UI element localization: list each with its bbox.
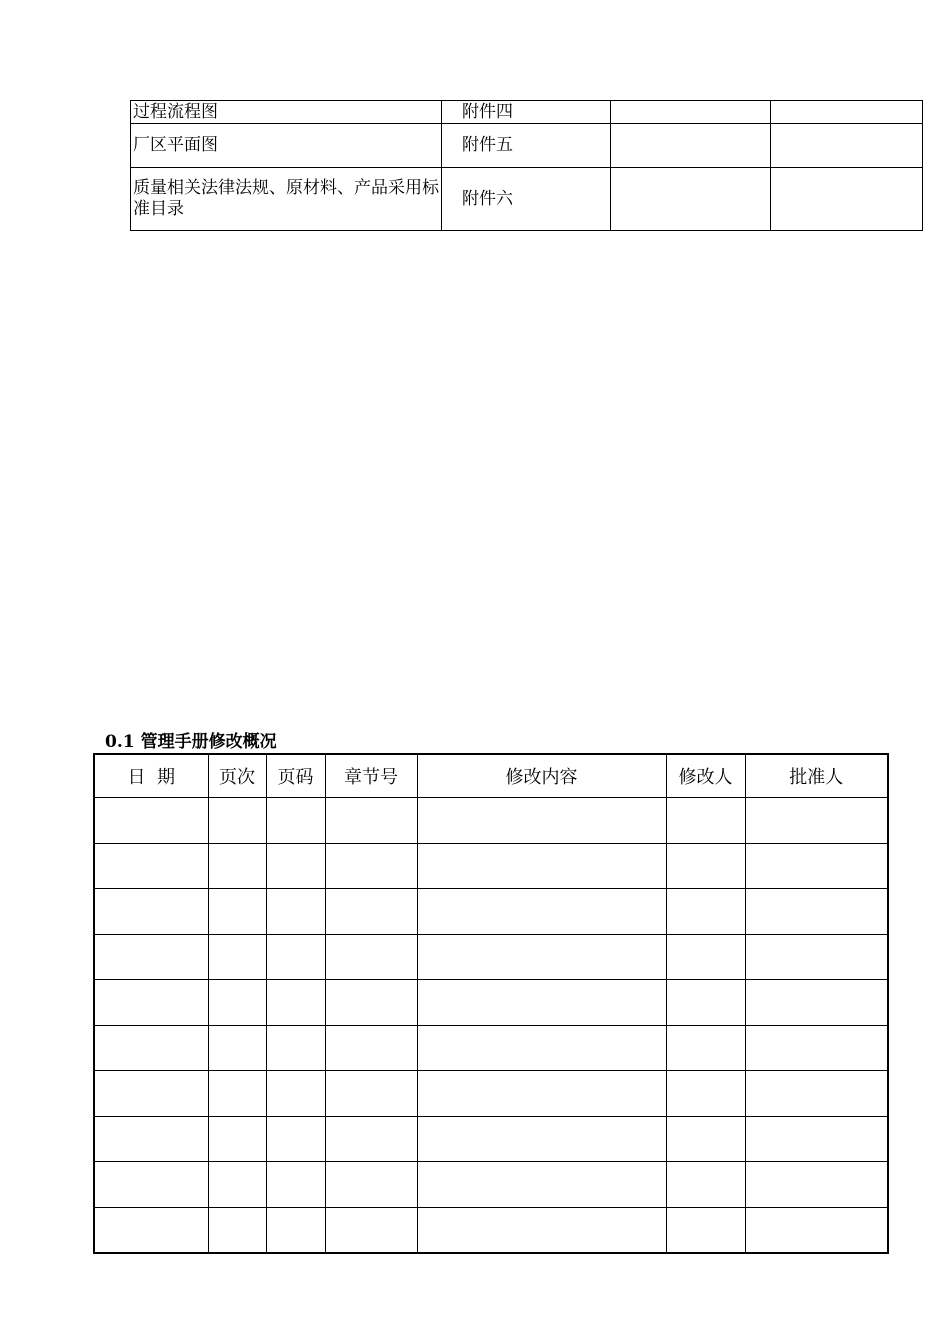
empty-cell [771,124,923,168]
revision-cell [325,1162,417,1208]
revision-cell [666,1071,745,1117]
revision-cell [745,1116,888,1162]
revision-cell [325,980,417,1026]
section-heading [105,731,277,753]
empty-cell [771,101,923,124]
revision-cell [745,798,888,844]
attachment-row [131,124,923,168]
revision-cell [745,843,888,889]
revision-cell [208,1025,266,1071]
revision-row [94,1025,888,1071]
revision-cell [208,1162,266,1208]
revision-cell [208,798,266,844]
empty-cell [771,168,923,231]
revision-cell [94,843,208,889]
revision-cell [666,1025,745,1071]
revision-cell [417,843,666,889]
revision-cell [417,1025,666,1071]
revision-row [94,1162,888,1208]
revision-cell [208,889,266,935]
revision-cell [94,1071,208,1117]
revision-cell [94,889,208,935]
header-version: 页次 [208,754,266,798]
revision-cell [266,1207,325,1253]
revision-cell [666,843,745,889]
revision-cell [266,980,325,1026]
revision-cell [325,889,417,935]
revision-row [94,798,888,844]
revision-cell [417,1162,666,1208]
header-page: 页码 [266,754,325,798]
revision-cell [266,798,325,844]
section-title: 管理手册修改概况 [140,732,277,752]
revision-cell [208,1071,266,1117]
revision-cell [745,1071,888,1117]
revision-cell [325,934,417,980]
revision-cell [666,798,745,844]
revision-cell [745,1025,888,1071]
revision-row [94,1207,888,1253]
revision-row [94,889,888,935]
revision-cell [266,843,325,889]
revision-cell [94,934,208,980]
attachment-title: 过程流程图 [131,101,442,124]
revision-cell [745,934,888,980]
attachment-row [131,101,923,124]
revision-cell [94,980,208,1026]
attachment-table [130,100,923,231]
header-chapter: 章节号 [325,754,417,798]
header-date: 日 期 [94,754,208,798]
revision-cell [417,1071,666,1117]
revision-cell [266,1116,325,1162]
revision-cell [745,889,888,935]
revision-cell [417,1116,666,1162]
revision-row [94,934,888,980]
empty-cell [611,168,771,231]
revision-cell [745,980,888,1026]
attachment-row [131,168,923,231]
revision-cell [417,934,666,980]
attachment-ref: 附件五 [442,124,611,168]
revision-row [94,1116,888,1162]
header-content: 修改内容 [417,754,666,798]
revision-cell [325,1025,417,1071]
revision-cell [266,1071,325,1117]
revision-cell [208,980,266,1026]
revision-cell [266,1025,325,1071]
revision-cell [666,1116,745,1162]
revision-table [93,753,889,1254]
revision-cell [266,1162,325,1208]
revision-cell [94,1162,208,1208]
revision-row [94,1071,888,1117]
revision-cell [666,1207,745,1253]
revision-cell [745,1207,888,1253]
empty-cell [611,101,771,124]
revision-cell [417,1207,666,1253]
revision-cell [666,889,745,935]
revision-cell [325,1071,417,1117]
attachment-title: 厂区平面图 [131,124,442,168]
revision-cell [666,934,745,980]
empty-cell [611,124,771,168]
revision-cell [666,1162,745,1208]
revision-cell [208,1207,266,1253]
revision-header-row [94,754,888,798]
revision-cell [417,798,666,844]
revision-row [94,980,888,1026]
revision-cell [94,1207,208,1253]
attachment-title: 质量相关法律法规、原材料、产品采用标准目录 [131,168,442,231]
header-approver: 批准人 [745,754,888,798]
revision-cell [417,889,666,935]
attachment-ref: 附件四 [442,101,611,124]
revision-body [94,798,888,1254]
revision-cell [94,798,208,844]
revision-cell [325,1116,417,1162]
revision-cell [325,1207,417,1253]
revision-row [94,843,888,889]
revision-cell [208,934,266,980]
revision-cell [266,934,325,980]
revision-cell [208,843,266,889]
revision-cell [208,1116,266,1162]
revision-cell [417,980,666,1026]
attachment-ref: 附件六 [442,168,611,231]
revision-cell [666,980,745,1026]
section-number: 0.1 [105,732,135,752]
revision-cell [325,798,417,844]
revision-cell [266,889,325,935]
revision-cell [94,1116,208,1162]
header-modifier: 修改人 [666,754,745,798]
revision-cell [94,1025,208,1071]
revision-cell [325,843,417,889]
revision-cell [745,1162,888,1208]
